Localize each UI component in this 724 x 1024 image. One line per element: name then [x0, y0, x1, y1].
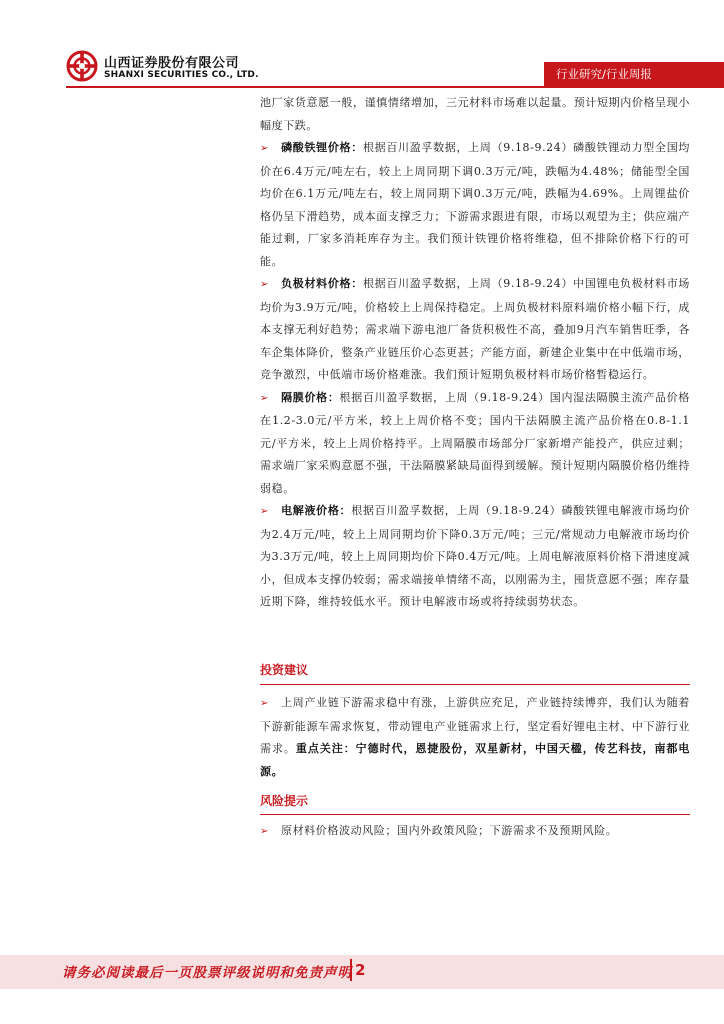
lfp-text: 根据百川盈孚数据，上周（9.18-9.24）磷酸铁锂动力型全国均价在6.4万元/吨左右，较上上周同期下调0.3万元/吨，跌幅为4.48%；储能型全国均价在6.1万元/吨左右，较上周同期下调0.3万元/吨，跌幅为4.69%。上周锂盐价格仍呈下滑趋势，成本面支撑乏力；下游需求跟进有限，市场以观望为主；供应端产能过剩，厂家多消耗库存为主。我们预计铁锂价格将维稳，但不排除价格下行的可能。	[260, 141, 690, 268]
footer-disclaimer: 请务必阅读最后一页股票评级说明和免责声明	[62, 965, 352, 981]
separator-label: 隔膜价格：	[280, 390, 340, 404]
invest-text: 上周产业链下游需求稳中有涨，上游供应充足，产业链持续博弈，我们认为随着下游新能源车需求恢复，带动锂电产业链需求上行，坚定看好锂电主材、中下游行业需求。	[260, 696, 690, 755]
arrow-bullet-icon: ➢	[260, 698, 269, 709]
anode-label: 负极材料价格：	[280, 277, 363, 290]
report-type: 行业研究/行业周报	[556, 67, 652, 81]
section-rule-risk	[260, 814, 690, 815]
paragraph-anode-price	[260, 273, 690, 387]
main-content	[260, 92, 690, 614]
arrow-bullet-icon: ➢	[260, 279, 269, 290]
anode-text: 根据百川盈孚数据，上周（9.18-9.24）中国锂电负极材料市场均价为3.9万元/吨，价格较上上周保持稳定。上周负极材料原料端价格小幅下行，成本支撑无利好趋势；需求端下游电池厂备货积极性不高，叠加9月汽车销售旺季，各车企集体降价，整条产业链压价心态更甚；产能方面，新建企业集中在中低端市场，竞争激烈，中低端市场价格难涨。我们预计短期负极材料市场价格暂稳运行。	[260, 277, 690, 381]
invest-content	[260, 692, 690, 783]
header-rule	[66, 86, 724, 88]
arrow-bullet-icon: ➢	[260, 143, 269, 154]
section-rule-invest	[260, 684, 690, 685]
section-title-invest: 投资建议	[260, 663, 309, 677]
company-logo	[66, 50, 266, 86]
arrow-bullet-icon: ➢	[260, 392, 269, 404]
paragraph-lfp-price	[260, 137, 690, 273]
separator-text: 根据百川盈孚数据，上周（9.18-9.24）国内湿法隔膜主流产品价格在1.2-3.0元/平方米，较上上周价格不变；国内干法隔膜主流产品价格在0.8-1.1元/平方米，较上上周价格持平。上周隔膜市场部分厂家新增产能投产，供应过剩；需求端厂家采购意愿不强，干法隔膜紧缺局面得到缓解。预计短期内隔膜价格仍维持弱稳。	[260, 390, 690, 495]
electrolyte-text: 根据百川盈孚数据，上周（9.18-9.24）磷酸铁锂电解液市场均价为2.4万元/吨，较上上周同期均价下降0.3万元/吨；三元/常规动力电解液市场均价为3.3万元/吨，较上上周同期均价下降0.4万元/吨。上周电解液原料价格下滑速度减小，但成本支撑仍较弱；需求端接单情绪不高，以刚需为主，囤货意愿不强；库存量近期下降，维持较低水平。预计电解液市场或将持续弱势状态。	[260, 504, 690, 608]
paragraph-risk	[260, 820, 690, 844]
lfp-label: 磷酸铁锂价格：	[280, 141, 363, 154]
shanxi-securities-logo-icon	[66, 50, 98, 82]
risk-text: 原材料价格波动风险；国内外政策风险；下游需求不及预期风险。	[280, 824, 618, 837]
paragraph-invest	[260, 692, 690, 783]
section-title-risk: 风险提示	[260, 794, 309, 808]
page-number: 2	[350, 959, 369, 981]
paragraph-separator-price	[260, 387, 690, 501]
company-name-cn: 山西证券股份有限公司	[104, 56, 240, 71]
invest-focus: 重点关注：宁德时代，恩捷股份，双星新材，中国天楹，传艺科技，南都电源。	[260, 742, 690, 778]
arrow-bullet-icon: ➢	[260, 506, 269, 517]
paragraph-electrolyte-price	[260, 500, 690, 614]
arrow-bullet-icon: ➢	[260, 826, 269, 837]
electrolyte-label: 电解液价格：	[280, 504, 352, 517]
company-name-en: SHANXI SECURITIES CO., LTD.	[104, 70, 259, 80]
paragraph-ncm-continued: 池厂家货意愿一般，谨慎情绪增加，三元材料市场难以起量。预计短期内价格呈现小幅度下跌。	[260, 96, 690, 132]
risk-content	[260, 820, 690, 844]
